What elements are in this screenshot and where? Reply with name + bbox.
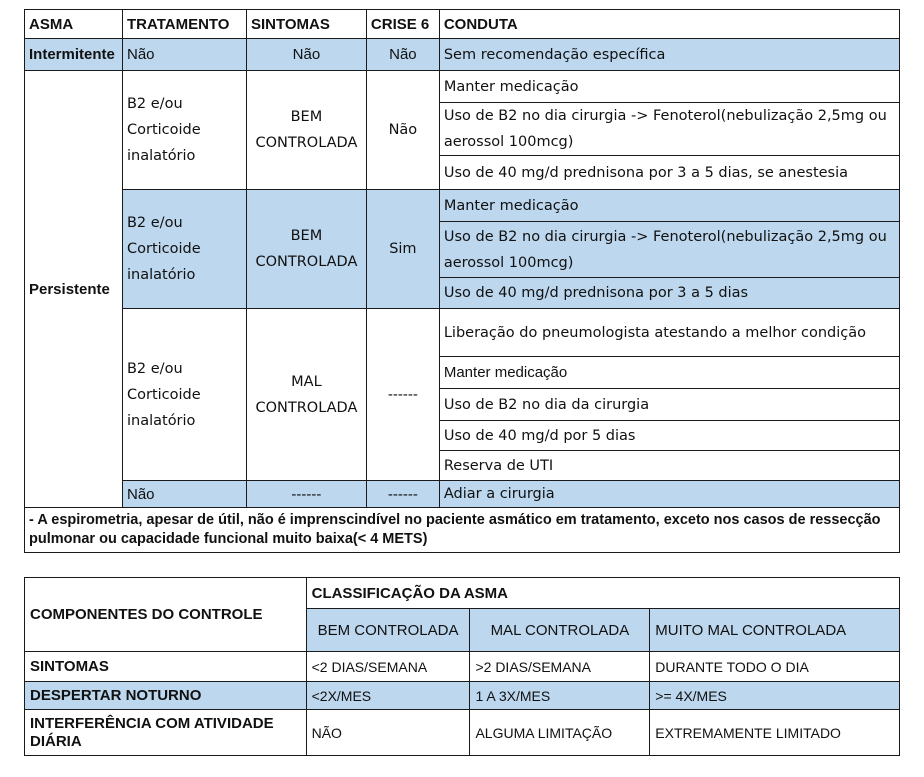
- tratamento-line: inalatório: [126, 267, 196, 283]
- conduta-cell: Manter medicação: [439, 190, 899, 222]
- asma-intermitente: Intermitente: [25, 39, 123, 71]
- conduta-cell: Reserva de UTI: [439, 451, 899, 481]
- value-cell: EXTREMAMENTE LIMITADO: [650, 710, 900, 756]
- sintomas-cell: ------: [246, 481, 366, 508]
- sintomas-cell: Não: [246, 39, 366, 71]
- tratamento-cell: [122, 190, 246, 309]
- note-row: [25, 508, 900, 553]
- crise-cell: Não: [366, 71, 439, 190]
- tratamento-cell: Não: [122, 39, 246, 71]
- sintomas-line: BEM: [290, 228, 323, 244]
- componentes-header: COMPONENTES DO CONTROLE: [25, 578, 307, 652]
- header-row: [25, 10, 900, 39]
- asthma-conduct-table: [24, 9, 900, 553]
- crise-cell: Sim: [366, 190, 439, 309]
- row-intermitente: [25, 39, 900, 71]
- crise-cell: ------: [366, 481, 439, 508]
- row-group4: [25, 481, 900, 508]
- tratamento-line: Corticoide: [126, 386, 201, 403]
- tratamento-cell: [122, 309, 246, 481]
- conduta-cell: Uso de 40 mg/d por 5 dias: [439, 421, 899, 451]
- value-cell: >2 DIAS/SEMANA: [470, 652, 650, 682]
- header-crise: CRISE 6: [366, 10, 439, 39]
- value-cell: NÃO: [306, 710, 470, 756]
- crise-cell: ------: [366, 309, 439, 481]
- tratamento-cell: Não: [122, 481, 246, 508]
- crise-cell: Não: [366, 39, 439, 71]
- conduta-cell: Liberação do pneumologista atestando a melhor condição: [439, 309, 899, 357]
- sintomas-line: CONTROLADA: [255, 254, 358, 270]
- value-cell: ALGUMA LIMITAÇÃO: [470, 710, 650, 756]
- tratamento-line: inalatório: [126, 412, 196, 429]
- header-tratamento: TRATAMENTO: [122, 10, 246, 39]
- level-muito-mal-controlada: MUITO MAL CONTROLADA: [650, 609, 900, 652]
- tratamento-line: Corticoide: [126, 241, 201, 257]
- level-mal-controlada: MAL CONTROLADA: [470, 609, 650, 652]
- conduta-cell: Manter medicação: [439, 357, 899, 389]
- row-label: DESPERTAR NOTURNO: [25, 682, 307, 710]
- sintomas-line: BEM: [290, 109, 323, 125]
- conduta-cell: Uso de B2 no dia cirurgia -> Fenoterol(nebulização 2,5mg ou aerossol 100mcg): [439, 103, 899, 156]
- row-group1-1: [25, 71, 900, 103]
- row-group3-1: [25, 309, 900, 357]
- value-cell: <2 DIAS/SEMANA: [306, 652, 470, 682]
- sintomas-line: CONTROLADA: [255, 135, 358, 151]
- header-asma: ASMA: [25, 10, 123, 39]
- row-label: SINTOMAS: [25, 652, 307, 682]
- row-label: INTERFERÊNCIA COM ATIVIDADE DIÁRIA: [25, 710, 307, 756]
- tratamento-line: inalatório: [126, 148, 196, 164]
- tratamento-cell: [122, 71, 246, 190]
- asthma-control-classification-table: [24, 577, 900, 756]
- conduta-cell: Uso de B2 no dia cirurgia -> Fenoterol(nebulização 2,5mg ou aerossol 100mcg): [439, 222, 899, 278]
- conduta-cell: Uso de B2 no dia da cirurgia: [439, 389, 899, 421]
- tratamento-line: B2 e/ou: [126, 215, 183, 231]
- sintomas-cell: [246, 309, 366, 481]
- tratamento-line: B2 e/ou: [126, 360, 183, 377]
- classificacao-header: CLASSIFICAÇÃO DA ASMA: [306, 578, 899, 609]
- sintomas-line: MAL: [291, 373, 322, 390]
- row-group2-1: [25, 190, 900, 222]
- value-cell: >= 4X/MES: [650, 682, 900, 710]
- row-sintomas: [25, 652, 900, 682]
- conduta-cell: Adiar a cirurgia: [439, 481, 899, 508]
- sintomas-cell: [246, 190, 366, 309]
- value-cell: DURANTE TODO O DIA: [650, 652, 900, 682]
- level-bem-controlada: BEM CONTROLADA: [306, 609, 470, 652]
- conduta-cell: Sem recomendação específica: [439, 39, 899, 71]
- header-sintomas: SINTOMAS: [246, 10, 366, 39]
- conduta-cell: Uso de 40 mg/d prednisona por 3 a 5 dias, se anestesia: [439, 156, 899, 190]
- tratamento-line: B2 e/ou: [126, 96, 183, 112]
- conduta-cell: Manter medicação: [439, 71, 899, 103]
- sintomas-line: CONTROLADA: [255, 399, 358, 416]
- header-conduta: CONDUTA: [439, 10, 899, 39]
- asma-persistente: Persistente: [25, 71, 123, 508]
- espirometria-note: - A espirometria, apesar de útil, não é imprenscindível no paciente asmático em tratamento, exceto nos casos de ressecção pulmonar ou capacidade funcional muito baixa(< 4 METS): [25, 508, 900, 553]
- row-interferencia: [25, 710, 900, 756]
- conduta-cell: Uso de 40 mg/d prednisona por 3 a 5 dias: [439, 278, 899, 309]
- classificacao-header-row: [25, 578, 900, 609]
- value-cell: <2X/MES: [306, 682, 470, 710]
- row-despertar-noturno: [25, 682, 900, 710]
- sintomas-cell: [246, 71, 366, 190]
- value-cell: 1 A 3X/MES: [470, 682, 650, 710]
- tratamento-line: Corticoide: [126, 122, 201, 138]
